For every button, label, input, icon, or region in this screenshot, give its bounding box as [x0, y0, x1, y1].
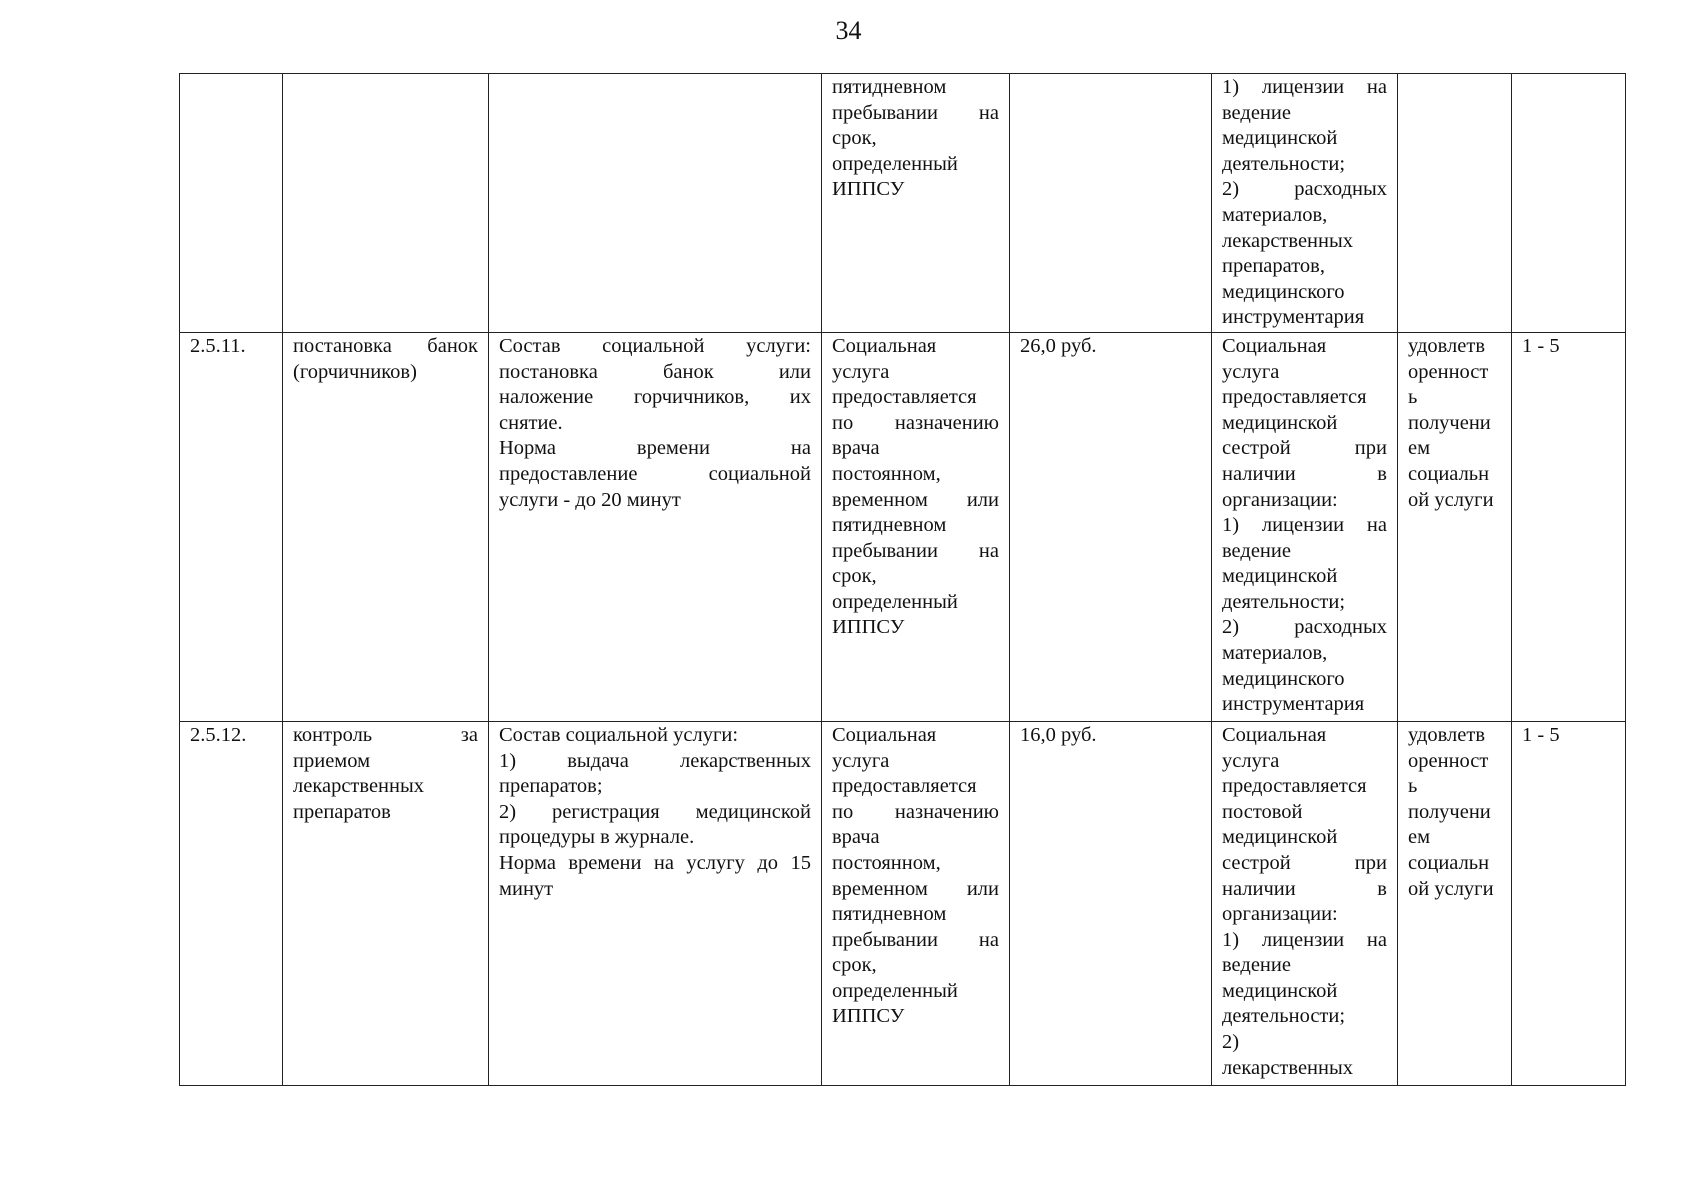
- cell-line: лекарственных: [1222, 229, 1354, 252]
- cell-line: препаратов,: [1222, 255, 1325, 278]
- service-price-cell: [1010, 74, 1212, 333]
- cell-line: врача: [832, 437, 880, 460]
- cell-line: наличии в: [1222, 877, 1387, 900]
- service-number-cell: 2.5.11.: [180, 332, 283, 721]
- cell-line: временном или: [832, 877, 999, 900]
- cell-line: постоянном,: [832, 851, 941, 874]
- cell-line: медицинской: [1222, 411, 1338, 434]
- cell-line: услуга: [832, 749, 890, 772]
- service-name-cell: [283, 74, 489, 333]
- cell-line: организации:: [1222, 488, 1338, 511]
- cell-line: материалов,: [1222, 203, 1328, 226]
- service-requirements-cell: [1212, 332, 1398, 721]
- cell-line: сестрой при: [1222, 851, 1387, 874]
- service-requirements-cell: [1212, 721, 1398, 1085]
- cell-line: определенный: [832, 152, 958, 175]
- service-evaluation-cell: [1398, 74, 1512, 333]
- service-indicators-cell: [1512, 74, 1626, 333]
- service-number-cell: [180, 74, 283, 333]
- cell-line: пятидневном: [832, 76, 947, 98]
- service-content-cell: [489, 721, 822, 1085]
- cell-line: Социальная: [832, 723, 937, 746]
- cell-line: ведение: [1222, 539, 1291, 562]
- cell-line: удовлетв: [1408, 723, 1486, 746]
- cell-line: 1) лицензии на: [1222, 928, 1387, 951]
- cell-line: определенный: [832, 979, 958, 1002]
- cell-line: получени: [1408, 800, 1491, 823]
- cell-line: приемом: [293, 749, 371, 772]
- cell-line: срок,: [832, 954, 877, 977]
- cell-line: ой услуги: [1408, 488, 1494, 511]
- cell-line: социальн: [1408, 851, 1490, 874]
- service-evaluation-cell: [1398, 721, 1512, 1085]
- cell-line: ведение: [1222, 101, 1291, 124]
- service-price-cell: 26,0 руб.: [1010, 332, 1212, 721]
- cell-line: 1) выдача лекарственных: [499, 749, 811, 772]
- cell-line: услуга: [1222, 360, 1280, 383]
- cell-line: постоянном,: [832, 462, 941, 485]
- cell-line: социальн: [1408, 462, 1490, 485]
- cell-line: ой услуги: [1408, 877, 1494, 900]
- cell-line: лекарственных: [1222, 1056, 1354, 1079]
- cell-line: ИППСУ: [832, 178, 905, 201]
- cell-line: наличии в: [1222, 462, 1387, 485]
- service-conditions-cell: [822, 74, 1010, 333]
- cell-line: лекарственных: [293, 775, 425, 798]
- cell-line: медицинской: [1222, 979, 1338, 1002]
- cell-line: организации:: [1222, 903, 1338, 926]
- cell-line: пребывании на: [832, 101, 999, 124]
- cell-line: медицинской: [1222, 826, 1338, 849]
- cell-line: ем: [1408, 826, 1431, 849]
- cell-line: получени: [1408, 411, 1491, 434]
- service-requirements-cell: [1212, 74, 1398, 333]
- cell-line: пребывании на: [832, 539, 999, 562]
- cell-line: предоставляется: [1222, 386, 1367, 409]
- cell-line: 2) расходных: [1222, 616, 1387, 639]
- cell-line: предоставление социальной: [499, 462, 811, 485]
- cell-line: инструментария: [1222, 693, 1365, 716]
- cell-line: срок,: [832, 565, 877, 588]
- cell-line: контроль за: [293, 723, 478, 746]
- cell-line: препаратов: [293, 800, 391, 823]
- cell-line: ИППСУ: [832, 1005, 905, 1028]
- cell-line: ведение: [1222, 954, 1291, 977]
- cell-line: определенный: [832, 590, 958, 613]
- page-number: 34: [835, 16, 862, 45]
- cell-line: постановка банок или: [499, 360, 811, 383]
- cell-line: препаратов;: [499, 775, 603, 798]
- service-number-cell: 2.5.12.: [180, 721, 283, 1085]
- cell-line: оренност: [1408, 749, 1489, 772]
- service-name-cell: [283, 332, 489, 721]
- cell-line: Социальная: [1222, 723, 1327, 746]
- cell-line: Состав социальной услуги:: [499, 723, 739, 746]
- cell-line: пребывании на: [832, 928, 999, 951]
- service-conditions-cell: [822, 332, 1010, 721]
- cell-line: (горчичников): [293, 360, 417, 383]
- cell-line: Социальная: [1222, 334, 1327, 357]
- cell-line: постовой: [1222, 800, 1303, 823]
- cell-line: Норма времени на услугу до 15: [499, 851, 811, 874]
- cell-line: сестрой при: [1222, 437, 1387, 460]
- cell-line: 2): [1222, 1031, 1240, 1054]
- service-name-cell: [283, 721, 489, 1085]
- cell-line: по назначению: [832, 411, 999, 434]
- cell-line: материалов,: [1222, 642, 1328, 665]
- cell-line: деятельности;: [1222, 1005, 1346, 1028]
- service-conditions-cell: [822, 721, 1010, 1085]
- cell-line: Норма времени на: [499, 437, 811, 460]
- cell-line: предоставляется: [1222, 775, 1367, 798]
- cell-line: постановка банок: [293, 334, 478, 357]
- service-evaluation-cell: [1398, 332, 1512, 721]
- cell-line: медицинской: [1222, 565, 1338, 588]
- cell-line: 1) лицензии на: [1222, 514, 1387, 537]
- cell-line: пятидневном: [832, 514, 947, 537]
- service-content-cell: [489, 74, 822, 333]
- cell-line: процедуры в журнале.: [499, 826, 695, 849]
- cell-line: 1) лицензии на: [1222, 76, 1387, 98]
- cell-line: наложение горчичников, их: [499, 386, 811, 409]
- service-indicators-cell: 1 - 5: [1512, 721, 1626, 1085]
- cell-line: врача: [832, 826, 880, 849]
- cell-line: снятие.: [499, 411, 563, 434]
- cell-line: минут: [499, 877, 554, 900]
- cell-line: пятидневном: [832, 903, 947, 926]
- cell-line: предоставляется: [832, 775, 977, 798]
- cell-line: оренност: [1408, 360, 1489, 383]
- cell-line: предоставляется: [832, 386, 977, 409]
- table-row: [180, 721, 1626, 1085]
- cell-line: Состав социальной услуги:: [499, 334, 811, 357]
- cell-line: ь: [1408, 775, 1418, 798]
- cell-line: Социальная: [832, 334, 937, 357]
- cell-line: услуга: [832, 360, 890, 383]
- cell-line: по назначению: [832, 800, 999, 823]
- cell-line: услуга: [1222, 749, 1280, 772]
- cell-line: 2) регистрация медицинской: [499, 800, 811, 823]
- cell-line: ем: [1408, 437, 1431, 460]
- cell-line: услуги - до 20 минут: [499, 488, 681, 511]
- cell-line: временном или: [832, 488, 999, 511]
- cell-line: медицинского: [1222, 280, 1345, 303]
- services-table: [179, 73, 1626, 1086]
- table-row: [180, 332, 1626, 721]
- service-content-cell: [489, 332, 822, 721]
- cell-line: медицинского: [1222, 667, 1345, 690]
- cell-line: деятельности;: [1222, 590, 1346, 613]
- table-row: [180, 74, 1626, 333]
- cell-line: 2) расходных: [1222, 178, 1387, 201]
- service-indicators-cell: 1 - 5: [1512, 332, 1626, 721]
- cell-line: деятельности;: [1222, 152, 1346, 175]
- cell-line: удовлетв: [1408, 334, 1486, 357]
- cell-line: ИППСУ: [832, 616, 905, 639]
- cell-line: срок,: [832, 127, 877, 150]
- service-price-cell: 16,0 руб.: [1010, 721, 1212, 1085]
- cell-line: инструментария: [1222, 306, 1365, 329]
- cell-line: медицинской: [1222, 127, 1338, 150]
- cell-line: ь: [1408, 386, 1418, 409]
